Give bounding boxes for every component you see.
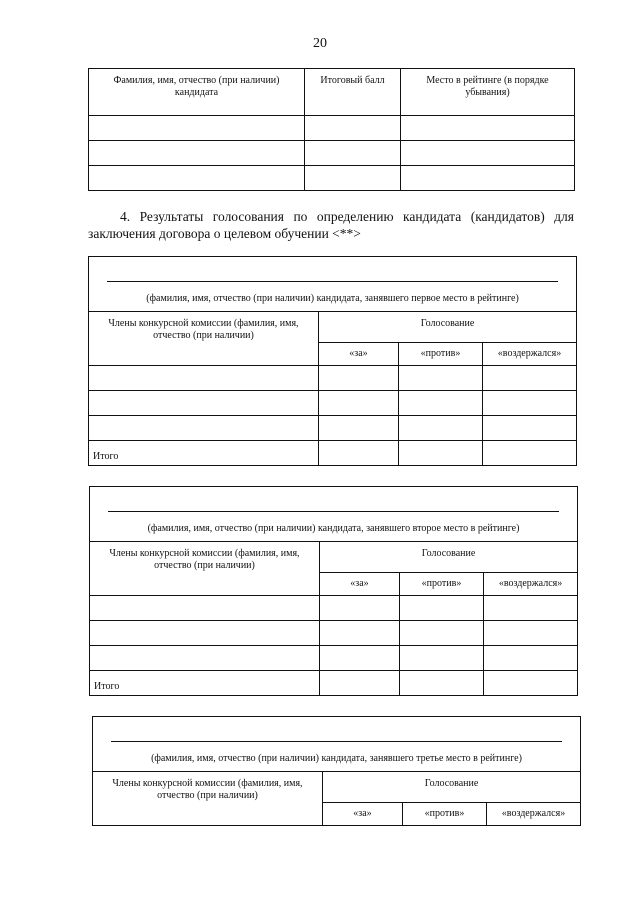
table-cell[interactable] [90, 596, 320, 621]
option-against: «против» [400, 573, 484, 596]
ranking-header-score: Итоговый балл [305, 69, 401, 116]
table-cell[interactable] [320, 671, 400, 696]
members-header: Члены конкурсной комиссии (фамилия, имя, отчество (при наличии) [93, 772, 323, 826]
table-cell[interactable] [484, 621, 578, 646]
signature-line [111, 741, 562, 742]
table-cell[interactable] [89, 166, 305, 191]
signature-line [107, 281, 558, 282]
table-cell[interactable] [484, 671, 578, 696]
table-cell[interactable] [401, 166, 575, 191]
table-cell[interactable] [483, 441, 577, 466]
table-cell[interactable] [89, 391, 319, 416]
table-cell[interactable] [89, 416, 319, 441]
table-cell[interactable] [483, 416, 577, 441]
candidate-row [89, 257, 577, 312]
table-cell[interactable] [319, 416, 399, 441]
table-cell[interactable] [319, 366, 399, 391]
members-header: Члены конкурсной комиссии (фамилия, имя, отчество (при наличии) [90, 542, 320, 596]
ranking-table [88, 68, 575, 191]
total-label: Итого [89, 441, 319, 466]
table-cell[interactable] [400, 671, 484, 696]
voting-header: Голосование [320, 542, 578, 573]
table-cell[interactable] [401, 141, 575, 166]
option-for: «за» [323, 803, 403, 826]
table-cell[interactable] [399, 416, 483, 441]
table-cell[interactable] [90, 646, 320, 671]
table-cell[interactable] [90, 621, 320, 646]
vote-header-row [89, 312, 577, 343]
table-cell[interactable] [484, 646, 578, 671]
option-abstain: «воздержался» [484, 573, 578, 596]
section-heading [88, 208, 574, 242]
option-for: «за» [319, 343, 399, 366]
vote-header-row [90, 542, 578, 573]
table-cell[interactable] [320, 596, 400, 621]
table-row [89, 366, 577, 391]
ranking-header-place: Место в рейтинге (в порядке убывания) [401, 69, 575, 116]
page-number: 20 [313, 36, 327, 51]
table-row [90, 646, 578, 671]
voting-header: Голосование [319, 312, 577, 343]
table-cell[interactable] [89, 141, 305, 166]
section-heading-text: 4. Результаты голосования по определению кандидата (кандидатов) для заключения договора о целевом обучении <**> [88, 209, 574, 241]
option-for: «за» [320, 573, 400, 596]
table-cell[interactable] [319, 441, 399, 466]
vote-header-row [93, 772, 581, 803]
table-cell[interactable] [483, 391, 577, 416]
table-cell[interactable] [319, 391, 399, 416]
table-cell[interactable] [305, 116, 401, 141]
candidate-caption: (фамилия, имя, отчество (при наличии) кандидата, занявшего первое место в рейтинге) [146, 293, 519, 304]
table-cell[interactable] [483, 366, 577, 391]
table-cell[interactable] [320, 646, 400, 671]
option-against: «против» [403, 803, 487, 826]
voting-header: Голосование [323, 772, 581, 803]
table-cell[interactable] [320, 621, 400, 646]
table-cell[interactable] [89, 116, 305, 141]
candidate-row [93, 717, 581, 772]
table-cell[interactable] [484, 596, 578, 621]
table-cell[interactable] [400, 621, 484, 646]
table-row [89, 391, 577, 416]
table-cell[interactable] [305, 141, 401, 166]
vote-table [88, 256, 577, 466]
candidate-caption: (фамилия, имя, отчество (при наличии) кандидата, занявшего второе место в рейтинге) [147, 523, 520, 534]
table-row [89, 141, 575, 166]
table-cell[interactable] [399, 441, 483, 466]
table-cell[interactable] [399, 391, 483, 416]
table-row [90, 596, 578, 621]
table-cell[interactable] [400, 646, 484, 671]
members-header: Члены конкурсной комиссии (фамилия, имя, отчество (при наличии) [89, 312, 319, 366]
table-row [89, 166, 575, 191]
candidate-name-cell[interactable] [93, 717, 581, 772]
table-cell[interactable] [401, 116, 575, 141]
table-cell[interactable] [399, 366, 483, 391]
candidate-name-cell[interactable] [90, 487, 578, 542]
option-against: «против» [399, 343, 483, 366]
table-row [90, 621, 578, 646]
table-cell[interactable] [400, 596, 484, 621]
total-label: Итого [90, 671, 320, 696]
vote-table [92, 716, 581, 826]
table-cell[interactable] [305, 166, 401, 191]
option-abstain: «воздержался» [483, 343, 577, 366]
signature-line [108, 511, 559, 512]
table-row [89, 416, 577, 441]
total-row [90, 671, 578, 696]
total-row [89, 441, 577, 466]
candidate-name-cell[interactable] [89, 257, 577, 312]
table-cell[interactable] [89, 366, 319, 391]
table-row [89, 116, 575, 141]
vote-table [89, 486, 578, 696]
option-abstain: «воздержался» [487, 803, 581, 826]
candidate-caption: (фамилия, имя, отчество (при наличии) кандидата, занявшего третье место в рейтинге) [151, 753, 522, 764]
ranking-header-row [89, 69, 575, 116]
ranking-header-candidate: Фамилия, имя, отчество (при наличии) кандидата [89, 69, 305, 116]
candidate-row [90, 487, 578, 542]
